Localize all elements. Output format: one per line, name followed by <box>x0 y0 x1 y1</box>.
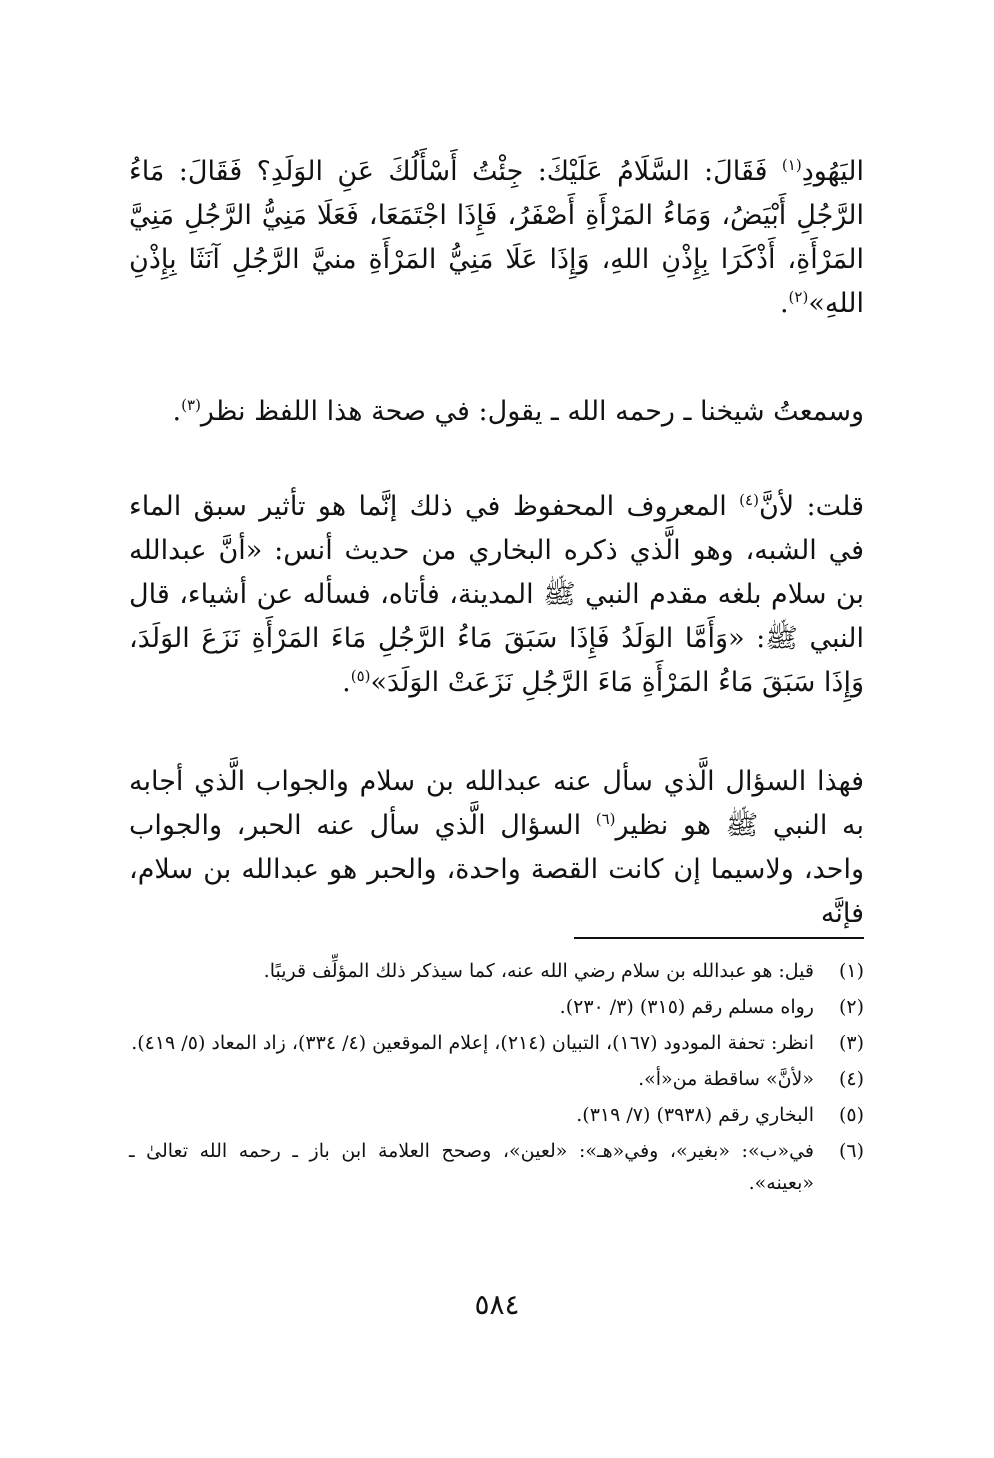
footnote-ref[interactable]: (٥) <box>350 667 371 685</box>
footnote-ref[interactable]: (٦) <box>595 810 616 828</box>
footnote-item <box>129 1027 864 1059</box>
footnote-item <box>129 991 864 1023</box>
footnote-text: «لأنَّ» ساقطة من«أ». <box>638 1068 814 1090</box>
paragraph-text: فَقَالَ: السَّلَامُ عَلَيْكَ: جِئْتُ أَسْأَلُكَ عَنِ الوَلَدِ؟ فَقَالَ: مَاءُ الرَّجُلِ أَبْيَضُ، وَمَاءُ المَرْأَةِ أَصْفَرُ، فَإِذَا اجْتَمَعَا، فَعَلَا مَنِيُّ الرَّجُلِ مَنِيَّ المَرْأَةِ، أَذْكَرَا بِإِذْنِ اللهِ، وَإِذَا عَلَا مَنِيُّ المَرْأَةِ منيَّ الرَّجُلِ آنَثَا بِإِذْنِ اللهِ» <box>129 156 864 319</box>
paragraph-text: السؤال الَّذي سأل عنه الحبر، والجواب واحد، ولاسيما إن كانت القصة واحدة، والحبر هو عبدالله بن سلام، فإنَّه <box>129 810 864 929</box>
footnote-item <box>129 1099 864 1131</box>
footnote-separator <box>574 937 864 939</box>
footnote-text: انظر: تحفة المودود (١٦٧)، التبيان (٢١٤)، إعلام الموقعين (٤/ ٣٣٤)، زاد المعاد (٥/ ٤١٩). <box>131 1032 814 1054</box>
footnote-ref[interactable]: (٣) <box>181 396 201 414</box>
footnote-item <box>129 1063 864 1095</box>
paragraph-text: . <box>342 667 351 698</box>
footnote-item <box>129 1135 864 1199</box>
footnote-number: (١) <box>838 960 864 982</box>
paragraph-sheikh-remark <box>129 390 864 434</box>
paragraph-hadith-continuation <box>129 150 864 326</box>
footnote-text: في«ب»: «بغير»، وفي«هـ»: «لعين»، وصحح العلامة ابن باز ـ رحمه الله تعالىٰ ـ «بعينه». <box>129 1140 814 1194</box>
footnote-text: البخاري رقم (٣٩٣٨) (٧/ ٣١٩). <box>576 1104 814 1126</box>
paragraph-text: . <box>172 396 182 427</box>
footnotes-list <box>129 955 864 1203</box>
paragraph-text: قلت: لأنَّ <box>758 491 864 522</box>
footnote-number: (٤) <box>838 1068 864 1090</box>
footnote-ref[interactable]: (٤) <box>739 491 759 509</box>
paragraph-comparison <box>129 760 864 936</box>
paragraph-text: المعروف المحفوظ في ذلك إنَّما هو تأثير سبق الماء في الشبه، وهو الَّذي ذكره البخاري من حديث أنس: «أنَّ عبدالله بن سلام بلغه مقدم النبي ﷺ المدينة، فأتاه، فسأله عن أشياء، قال النبي ﷺ: «وَأَمَّا الوَلَدُ فَإِذَا سَبَقَ مَاءُ الرَّجُلِ مَاءَ المَرْأَةِ نَزَعَ الوَلَدَ، وَإِذَا سَبَقَ مَاءُ المَرْأَةِ مَاءَ الرَّجُلِ نَزَعَتْ الوَلَدَ» <box>129 491 864 698</box>
paragraph-text: . <box>779 288 789 319</box>
footnote-ref[interactable]: (٢) <box>788 288 809 306</box>
footnote-number: (٢) <box>838 996 864 1018</box>
paragraph-author-comment <box>129 485 864 705</box>
page-number: ٥٨٤ <box>474 1288 520 1321</box>
footnote-item <box>129 955 864 987</box>
footnote-text: قيل: هو عبدالله بن سلام رضي الله عنه، كما سيذكر ذلك المؤلِّف قريبًا. <box>263 960 814 982</box>
paragraph-text: وسمعتُ شيخنا ـ رحمه الله ـ يقول: في صحة هذا اللفظ نظر <box>200 396 864 427</box>
paragraph-text: فهذا السؤال الَّذي سأل عنه عبدالله بن سلام والجواب الَّذي أجابه به النبي ﷺ هو نظير <box>129 766 864 841</box>
paragraph-text: اليَهُودِ <box>801 156 864 187</box>
footnote-ref[interactable]: (١) <box>781 156 802 174</box>
footnote-number: (٦) <box>838 1140 864 1162</box>
footnote-text: رواه مسلم رقم (٣١٥) (٣/ ٢٣٠). <box>559 996 814 1018</box>
footnote-number: (٣) <box>838 1032 864 1054</box>
footnote-number: (٥) <box>838 1104 864 1126</box>
